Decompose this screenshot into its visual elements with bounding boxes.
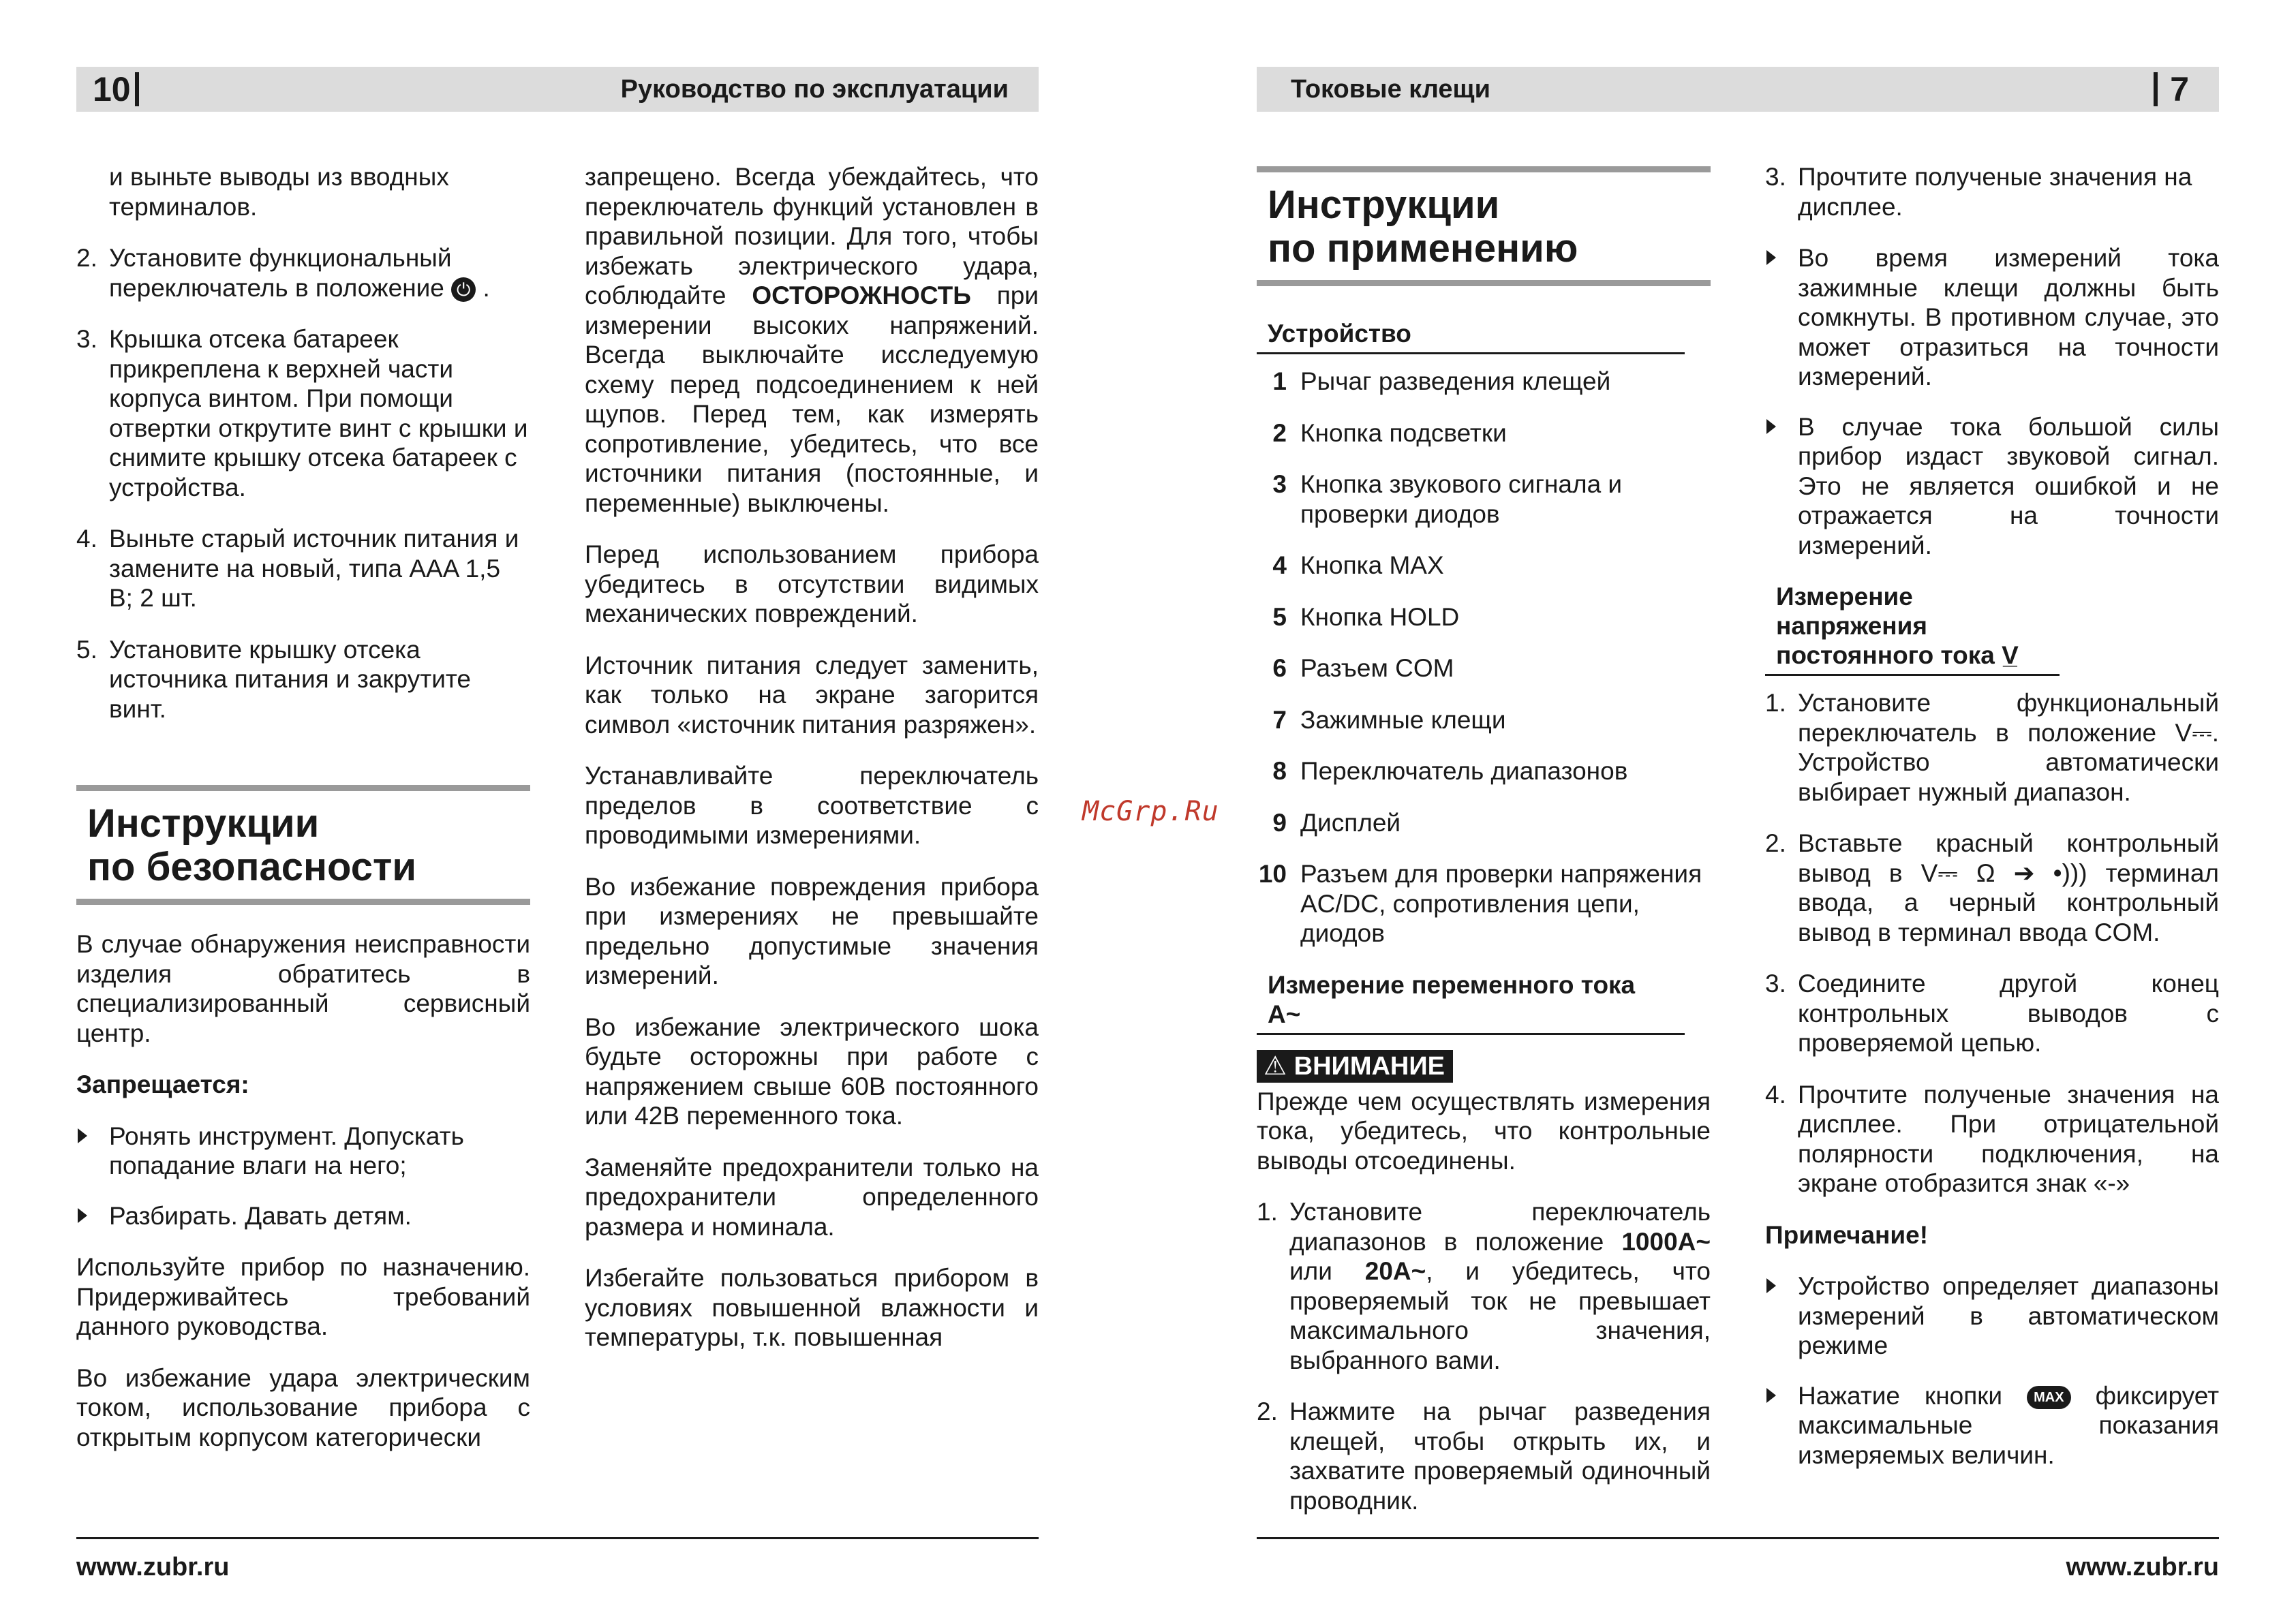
footer-rule <box>1257 1537 2219 1539</box>
safety-section-title: Инструкции по безопасности <box>76 785 530 905</box>
right-page <box>1090 0 2296 1623</box>
header-title: Руководство по эксплуатации <box>620 75 1009 104</box>
footer-url[interactable]: www.zubr.ru <box>2066 1553 2219 1581</box>
list-item: Разбирать. Давать детям. <box>76 1201 530 1231</box>
header-title: Токовые клещи <box>1291 75 1490 104</box>
list-item: 3 Кнопка звукового сигнала и проверки диодов <box>1272 470 1623 528</box>
list-item: 10 Разъем для проверки напряжения AC/DC, сопротивления цепи, диодов <box>1258 860 1702 947</box>
list-item: 4. Выньте старый источник питания и замените на новый, типа AAA 1,5 В; 2 шт. <box>76 525 519 612</box>
footer-rule <box>76 1537 1039 1539</box>
bullet-triangle-icon <box>1766 1388 1776 1403</box>
header-divider <box>2154 72 2158 106</box>
bullet-triangle-icon <box>78 1128 87 1143</box>
paragraph: Во избежание повреждения прибора при измерениях не превышайте предельно допустимые значения измерений. <box>585 872 1039 989</box>
list-item: 5 Кнопка HOLD <box>1272 602 1460 631</box>
list-item: 3. Прочтите полученые значения на дисплее. <box>1765 163 2192 221</box>
device-parts-list <box>1257 367 1711 948</box>
list-item: 3. Соедините другой конец контрольных выводов с проверяемой цепью. <box>1765 970 2219 1057</box>
footer-url[interactable]: www.zubr.ru <box>76 1553 230 1581</box>
paragraph: Заменяйте предохранители только на предохранители определенного размера и номинала. <box>585 1153 1039 1241</box>
max-button-icon: MAX <box>2027 1386 2070 1409</box>
list-item: 2 Кнопка подсветки <box>1272 418 1507 447</box>
list-item: 2. Установите функциональный переключатель в положение ⏻ . <box>76 244 490 302</box>
paragraph: Источник питания следует заменить, как только на экране загорится символ «источник питания разряжен». <box>585 651 1039 739</box>
dc-voltage-heading: Измерение напряжения постоянного тока V̲ <box>1765 582 2060 676</box>
list-item: 5. Установите крышку отсека источника питания и закрутите винт. <box>76 635 471 723</box>
bullet-triangle-icon <box>1766 1278 1776 1293</box>
power-icon: ⏻ <box>451 277 476 302</box>
intro-text: и выньте выводы из вводных терминалов. <box>109 163 449 221</box>
dc-steps <box>1765 688 2219 1199</box>
paragraph: Перед использованием прибора убедитесь в отсутствии видимых механических повреждений. <box>585 540 1039 628</box>
bullet-triangle-icon <box>1766 250 1776 265</box>
list-item: В случае тока большой силы прибор издаст звуковой сигнал. Это не является ошибкой и не отражается на точности измерений. <box>1765 412 2219 561</box>
paragraph: Устанавливайте переключатель пределов в соответствие с проводимыми измерениями. <box>585 762 1039 849</box>
usage-section-title: Инструкции по применению <box>1257 166 1711 286</box>
header-divider <box>135 72 139 106</box>
ac-current-heading: Измерение переменного тока A~ <box>1257 970 1685 1035</box>
paragraph: Во избежание электрического шока будьте осторожны при работе с напряжением свыше 60В постоянного или 42В переменного тока. <box>585 1013 1039 1130</box>
list-item: Устройство определяет диапазоны измерений в автоматическом режиме <box>1765 1271 2219 1361</box>
note-list <box>1765 1271 2219 1470</box>
list-item: 3. Крышка отсека батареек прикреплена к верхней части корпуса винтом. При помощи отвертки открутите винт с крышки и снимите крышку отсека батареек с устройства. <box>76 325 528 501</box>
paragraph: Используйте прибор по назначению. Придерживайтесь требований данного руководства. <box>76 1253 530 1340</box>
device-heading: Устройство <box>1257 319 1685 354</box>
list-item: 1. Установите переключатель диапазонов в положение 1000A~ или 20A~, и убедитесь, что проверяемый ток не превышает максимального значения, выбранного вами. <box>1257 1198 1711 1374</box>
left-header <box>76 67 1039 112</box>
list-item: 1. Установите функциональный переключатель в положение V⎓. Устройство автоматически выбирает нужный диапазон. <box>1765 689 2219 806</box>
list-item: 4 Кнопка MAX <box>1272 551 1444 579</box>
right-column-1 <box>1257 166 1711 1537</box>
ac-steps-continued <box>1765 162 2219 221</box>
ac-steps <box>1257 1197 1711 1515</box>
list-item: 4. Прочтите полученые значения на дисплее. При отрицательной полярности подключения, на экране отобразится знак «-» <box>1765 1080 2219 1197</box>
list-item: 1 Рычаг разведения клещей <box>1272 367 1611 395</box>
list-item: Нажатие кнопки MAX фиксирует максимальные показания измеряемых величин. <box>1765 1381 2219 1470</box>
warning-badge: ⚠ ВНИМАНИЕ <box>1257 1050 1453 1083</box>
list-item: 8 Переключатель диапазонов <box>1272 757 1628 785</box>
list-item: 2. Вставьте красный контрольный вывод в V⎓ Ω ➔ •))) терминал ввода, а черный контрольный вывод в терминал ввода COM. <box>1765 829 2219 946</box>
paragraph: Избегайте пользоваться прибором в условиях повышенной влажности и температуры, т.к. повышенная <box>585 1264 1039 1351</box>
list-item: 7 Зажимные клещи <box>1272 705 1506 734</box>
paragraph: В случае обнаружения неисправности изделия обратитесь в специализированный сервисный центр. <box>76 930 530 1047</box>
left-page <box>0 0 1090 1623</box>
battery-steps <box>76 243 530 724</box>
forbidden-list <box>76 1122 530 1231</box>
left-column-1 <box>76 162 530 1474</box>
right-header <box>1257 67 2219 112</box>
list-item: Ронять инструмент. Допускать попадание влаги на него; <box>76 1122 530 1181</box>
list-item: Во время измерений тока зажимные клещи должны быть сомкнуты. В противном случае, это может отразиться на точности измерений. <box>1765 243 2219 392</box>
right-column-2 <box>1765 162 2219 1491</box>
paragraph: Во избежание удара электрическим током, использование прибора с открытым корпусом категорически <box>76 1363 530 1451</box>
list-item: 9 Дисплей <box>1272 808 1401 837</box>
ac-notes <box>1765 243 2219 560</box>
list-item: 2. Нажмите на рычаг разведения клещей, чтобы открыть их, и захватите проверяемый одиночный проводник. <box>1257 1397 1711 1515</box>
paragraph: запрещено. Всегда убеждайтесь, что переключатель функций установлен в правильной позиции. Для того, чтобы избежать электрического удара, соблюдайте ОСТОРОЖНОСТЬ при измерении высоких напряжений. Всегда выключайте исследуемую схему перед подсоединением к ней щупов. Перед тем, как измерять сопротивление, убедитесь, что все источники питания (постоянные, и переменные) выключены. <box>585 163 1039 517</box>
list-item: 6 Разъем COM <box>1272 654 1454 682</box>
page-number: 7 <box>2170 70 2189 108</box>
page-number: 10 <box>93 70 131 108</box>
forbidden-label: Запрещается: <box>76 1070 249 1098</box>
watermark: McGrp.Ru <box>1082 796 1219 827</box>
left-column-2 <box>585 162 1039 1374</box>
bullet-triangle-icon <box>78 1208 87 1223</box>
bullet-triangle-icon <box>1766 419 1776 434</box>
warning-text: Прежде чем осуществлять измерения тока, убедитесь, что контрольные выводы отсоединены. <box>1257 1087 1711 1175</box>
note-label: Примечание! <box>1765 1220 1929 1249</box>
